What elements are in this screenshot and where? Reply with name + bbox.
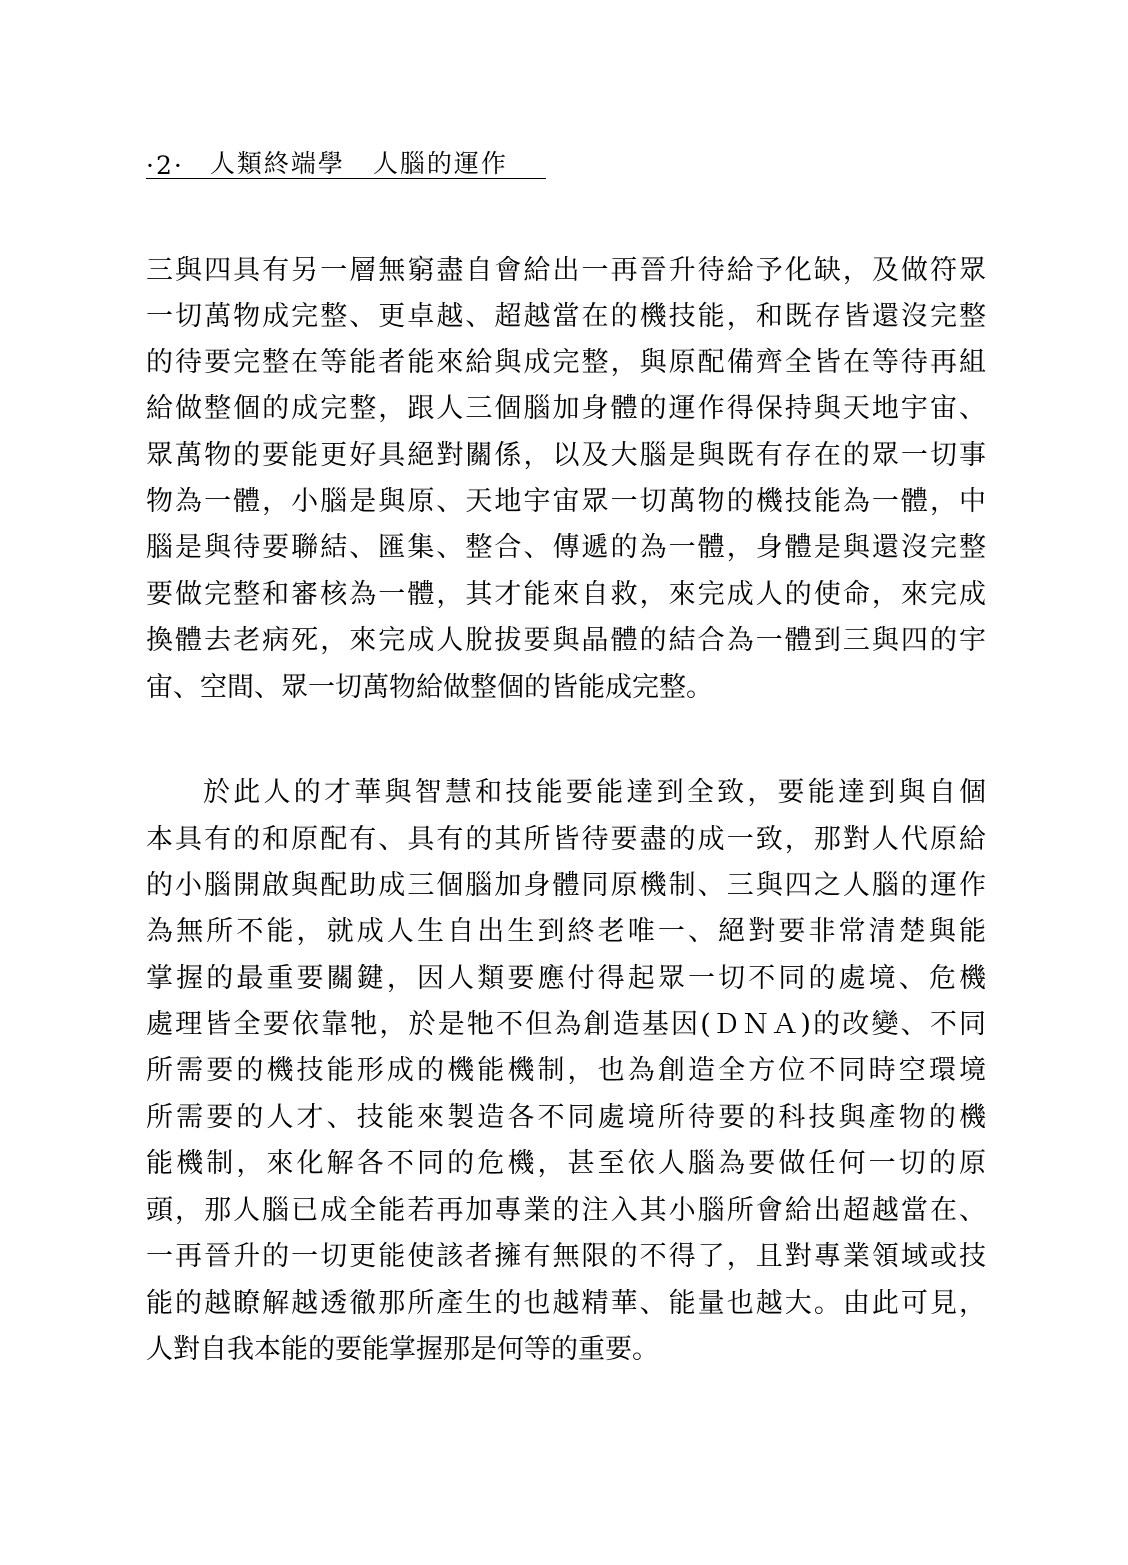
text-line: 人對自我本能的要能掌握那是何等的重要。 bbox=[146, 1334, 659, 1365]
text-line: 的待要完整在等能者能來給與成完整，與原配備齊全皆在等待再組 bbox=[146, 347, 986, 378]
text-line: 為無所不能，就成人生自出生到終老唯一、絕對要非常清楚與能 bbox=[146, 916, 986, 947]
text-line: 能的越瞭解越透徹那所產生的也越精華、能量也越大。由此可見， bbox=[146, 1288, 986, 1319]
text-line: 一再晉升的一切更能使該者擁有無限的不得了，且對專業領域或技 bbox=[146, 1241, 986, 1272]
text-line: 所需要的人才、技能來製造各不同處境所待要的科技與產物的機 bbox=[146, 1102, 986, 1133]
text-line: 要做完整和審核為一體，其才能來自救，來完成人的使命，來完成 bbox=[146, 579, 986, 610]
text-line: 物為一體，小腦是與原、天地宇宙眾一切萬物的機技能為一體，中 bbox=[146, 486, 986, 517]
running-header bbox=[146, 146, 508, 180]
text-line: 宙、空間、眾一切萬物給做整個的皆能成完整。 bbox=[146, 672, 713, 703]
chapter-title: 人腦的運作 bbox=[372, 149, 508, 178]
text-line: 給做整個的成完整，跟人三個腦加身體的運作得保持與天地宇宙、 bbox=[146, 393, 986, 424]
text-line: 頭，那人腦已成全能若再加專業的注入其小腦所會給出超越當在、 bbox=[146, 1195, 986, 1226]
text-line: 於此人的才華與智慧和技能要能達到全致，要能達到與自個 bbox=[203, 777, 986, 808]
header-underline bbox=[146, 178, 546, 179]
text-line: 腦是與待要聯結、匯集、整合、傳遞的為一體，身體是與還沒完整 bbox=[146, 532, 986, 563]
text-line: 能機制，來化解各不同的危機，甚至依人腦為要做任何一切的原 bbox=[146, 1148, 986, 1179]
book-title: 人類終端學 bbox=[209, 149, 345, 178]
page-number: ·2· bbox=[146, 151, 184, 180]
text-line: 眾萬物的要能更好具絕對關係，以及大腦是與既有存在的眾一切事 bbox=[146, 440, 986, 471]
text-line: 換體去老病死，來完成人脫拔要與晶體的結合為一體到三與四的宇 bbox=[146, 625, 986, 656]
text-line: 的小腦開啟與配助成三個腦加身體同原機制、三與四之人腦的運作 bbox=[146, 870, 986, 901]
text-line: 一切萬物成完整、更卓越、超越當在的機技能，和既存皆還沒完整 bbox=[146, 301, 986, 332]
text-line: 掌握的最重要關鍵，因人類要應付得起眾一切不同的處境、危機 bbox=[146, 963, 986, 994]
text-line: 三與四具有另一層無窮盡自會給出一再晉升待給予化缺，及做符眾 bbox=[146, 255, 986, 286]
text-line: 本具有的和原配有、具有的其所皆待要盡的成一致，那對人代原給 bbox=[146, 824, 986, 855]
text-line: 所需要的機技能形成的機能機制，也為創造全方位不同時空環境 bbox=[146, 1055, 986, 1086]
text-line: 處理皆全要依靠牠，於是牠不但為創造基因(ＤＮＡ)的改變、不同 bbox=[146, 1009, 986, 1040]
